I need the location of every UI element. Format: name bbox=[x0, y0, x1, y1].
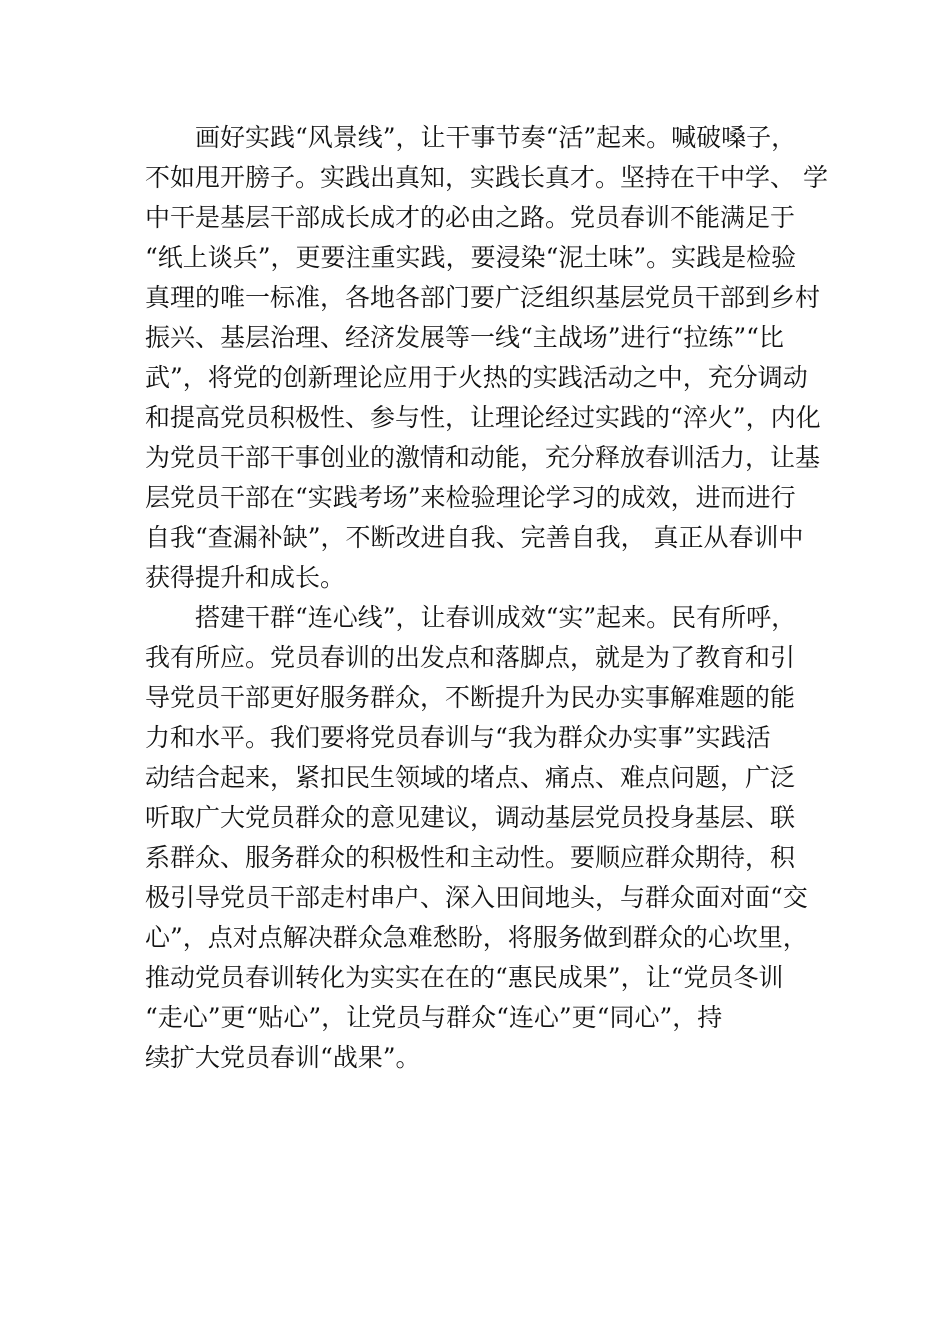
document-body bbox=[145, 118, 828, 1078]
text-line: 极引导党员干部走村串户、深入田间地头，与群众面对面“交 bbox=[145, 883, 808, 912]
text-line: 力和水平。我们要将党员春训与“我为群众办实事”实践活 bbox=[145, 723, 771, 752]
text-line: 和提高党员积极性、参与性，让理论经过实践的“淬火”，内化 bbox=[145, 403, 821, 432]
text-line: 振兴、基层治理、经济发展等一线“主战场”进行“拉练”“比 bbox=[145, 323, 784, 352]
text-line: 推动党员春训转化为实实在在的“惠民成果”，让“党员冬训 bbox=[145, 963, 784, 992]
text-line: 获得提升和成长。 bbox=[145, 563, 346, 592]
text-line: 为党员干部干事创业的激情和动能，充分释放春训活力，让基 bbox=[145, 443, 821, 472]
text-line: 层党员干部在“实践考场”来检验理论学习的成效，进而进行 bbox=[145, 483, 796, 512]
text-line: 听取广大党员群众的意见建议，调动基层党员投身基层、联 bbox=[145, 803, 796, 832]
text-line: 真理的唯一标准，各地各部门要广泛组织基层党员干部到乡村 bbox=[145, 283, 821, 312]
text-line: “走心”更“贴心”，让党员与群众“连心”更“同心”，持 bbox=[145, 1003, 723, 1032]
text-line: 不如甩开膀子。实践出真知，实践长真才。坚持在干中学、 学 bbox=[145, 163, 828, 192]
text-line: 画好实践“风景线”，让干事节奏“活”起来。喊破嗓子， bbox=[195, 123, 797, 152]
paragraph-practice bbox=[145, 118, 828, 598]
text-line: 中干是基层干部成长成才的必由之路。党员春训不能满足于 bbox=[145, 203, 796, 232]
text-line: 续扩大党员春训“战果”。 bbox=[145, 1043, 421, 1072]
text-line: 导党员干部更好服务群众，不断提升为民办实事解难题的能 bbox=[145, 683, 796, 712]
paragraph-connection bbox=[145, 598, 825, 1078]
text-line: 动结合起来，紧扣民生领域的堵点、痛点、难点问题，广泛 bbox=[145, 763, 796, 792]
text-line: 我有所应。党员春训的出发点和落脚点，就是为了教育和引 bbox=[145, 643, 796, 672]
text-line: 自我“查漏补缺”，不断改进自我、完善自我， 真正从春训中 bbox=[145, 523, 804, 552]
text-line: 心”，点对点解决群众急难愁盼，将服务做到群众的心坎里， bbox=[145, 923, 808, 952]
text-line: 系群众、服务群众的积极性和主动性。要顺应群众期待，积 bbox=[145, 843, 796, 872]
text-line: 武”，将党的创新理论应用于火热的实践活动之中，充分调动 bbox=[145, 363, 808, 392]
text-line: “纸上谈兵”，更要注重实践，要浸染“泥土味”。实践是检验 bbox=[145, 243, 797, 272]
text-line: 搭建干群“连心线”，让春训成效“实”起来。民有所呼， bbox=[195, 603, 797, 632]
